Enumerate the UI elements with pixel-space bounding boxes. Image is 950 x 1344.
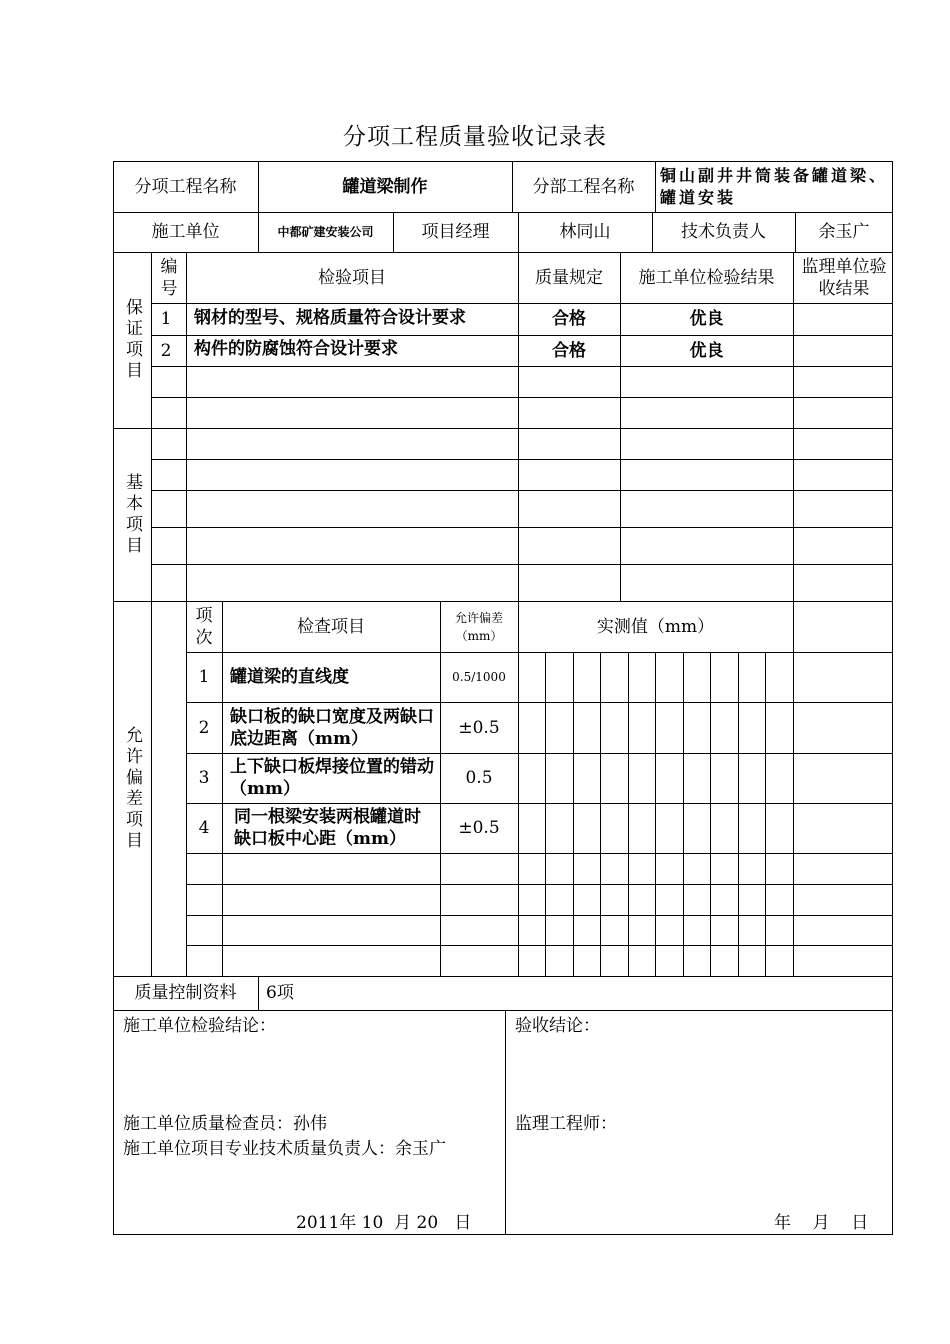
tolerance-row-3-item: 上下缺口板焊接位置的错动（mm） [230,757,434,799]
guarantee-col-spec: 质量规定 [535,267,603,288]
right-date: 年 月 日 [774,1213,869,1233]
tech-head-line: 施工单位项目专业技术质量负责人：余玉广 [123,1139,446,1159]
left-date: 2011年 10 月 20 日 [296,1213,472,1233]
manager-value: 林同山 [559,222,611,242]
tolerance-section-label: 允许偏差项目 [122,725,142,852]
item-name-label: 分项工程名称 [134,176,237,197]
tolerance-row-2-item: 缺口板的缺口宽度及两缺口底边距离（mm） [230,706,434,749]
guarantee-section-label: 保证项目 [122,298,142,382]
guarantee-col-no: 编号 [160,256,178,299]
guarantee-row-2-no: 2 [160,340,172,361]
right-conclusion-title: 验收结论： [515,1016,600,1036]
basic-section-label: 基本项目 [122,472,142,557]
guarantee-row-1-item: 钢材的型号、规格质量符合设计要求 [194,308,466,328]
qc-value: 6项 [266,983,294,1003]
tolerance-col-no: 项次 [195,605,213,648]
tolerance-row-4-allow: ±0.5 [458,818,500,838]
tolerance-col-allow: 允许偏差（mm） [454,610,503,643]
guarantee-col-supervise: 监理单位验收结果 [801,256,887,299]
unit-label: 施工单位 [151,222,220,242]
tech-value: 余玉广 [818,222,870,242]
supervisor-line: 监理工程师： [515,1114,617,1134]
tolerance-row-1-allow: 0.5/1000 [452,670,506,684]
tolerance-row-4-item: 同一根梁安装两根罐道时缺口板中心距（mm） [234,807,421,849]
qc-label: 质量控制资料 [134,983,237,1003]
guarantee-row-1-result: 优良 [689,309,724,329]
guarantee-col-result: 施工单位检验结果 [638,267,775,288]
tolerance-row-3-allow: 0.5 [465,768,493,788]
tolerance-row-3-no: 3 [198,768,210,788]
unit-value: 中都矿建安装公司 [277,225,374,239]
tolerance-col-measured: 实测值（mm） [596,616,715,637]
inspector-line: 施工单位质量检查员：孙伟 [123,1114,327,1134]
tolerance-row-2-no: 2 [198,717,210,738]
guarantee-row-2-item: 构件的防腐蚀符合设计要求 [194,339,398,359]
left-conclusion-title: 施工单位检验结论： [123,1016,276,1036]
manager-label: 项目经理 [421,222,490,242]
guarantee-row-1-no: 1 [160,309,172,329]
tolerance-row-1-item: 罐道梁的直线度 [230,667,349,687]
page-title: 分项工程质量验收记录表 [343,124,607,150]
item-name-value: 罐道梁制作 [342,176,428,197]
guarantee-row-2-result: 优良 [689,340,724,361]
part-name-value: 铜山副井井筒装备罐道梁、罐道安装 [660,165,889,207]
part-name-label: 分部工程名称 [532,176,635,197]
tolerance-col-item: 检查项目 [297,616,365,637]
tech-label: 技术负责人 [681,222,766,242]
tolerance-row-2-allow: ±0.5 [458,717,500,738]
tolerance-row-4-no: 4 [198,818,210,838]
guarantee-col-item: 检验项目 [318,267,386,288]
tolerance-row-1-no: 1 [198,667,210,687]
guarantee-row-1-spec: 合格 [552,309,586,329]
guarantee-row-2-spec: 合格 [552,340,586,361]
